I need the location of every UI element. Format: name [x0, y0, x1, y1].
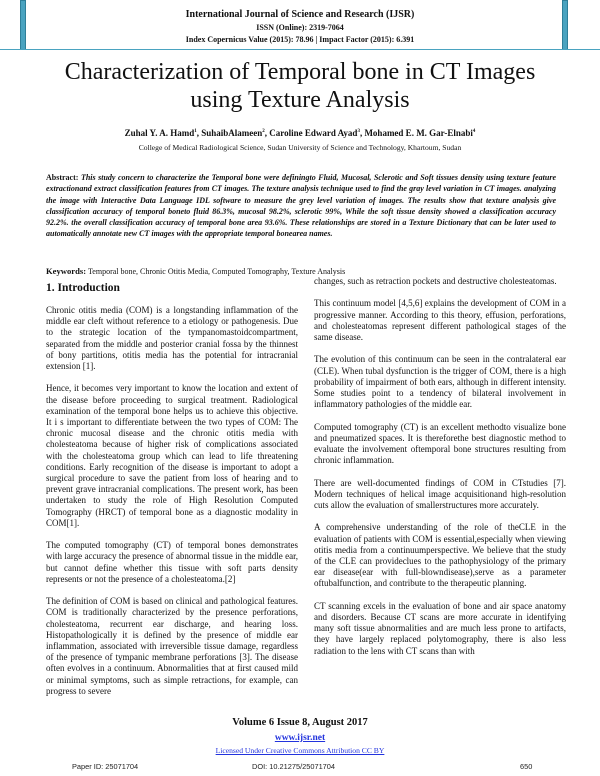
abstract-label: Abstract: [46, 173, 79, 182]
paragraph: CT scanning excels in the evaluation of bone and air space anatomy and disorders. Because CT scans are more accurate in identifying many soft tissue abnormalities and are much less prone to artifacts, they have largely replaced polytomography, there is also less radiation to the lens with CT scans than with [314, 600, 566, 656]
author-list: Zuhal Y. A. Hamd$^1$, SuhaibAlameen$^2$, Caroline Edward Ayad$^3$, Mohamed E. M. Gar-Elnabi$^4$ [124, 128, 476, 138]
author-sup: 2 [262, 129, 265, 134]
author: Mohamed E. M. Gar-Elnabi [364, 128, 473, 138]
section-heading: 1. Introduction [46, 282, 120, 294]
author-sup: 1 [194, 129, 197, 134]
author: Caroline Edward Ayad [269, 128, 358, 138]
author-sup: 4 [472, 129, 476, 134]
author: SuhaibAlameen [201, 128, 263, 138]
abstract [46, 172, 556, 240]
abstract-text: This study concern to characterize the Temporal bone were definingto Fluid, Mucosal, Sclerotic and Soft tissues density using texture feature extractionand extract classification features from CT images. The texture analysis technique used to find the gray level variation in CT images. analyzing the image with Interactive Data Language IDL software to measure the grey level variation of images. The results show that texture analysis give classification accuracy of temporal boneto fluid 86.3%, mucosal 98.2%, sclerotic 99%, While the soft tissue density showed a classification accuracy 92.2%. the overall classification accuracy of temporal bone area 93.6%. These relationships are stored in a Texture Dictionary that can be later used to automatically annotate new CT images with the appropriate temporal bonearea names. [46, 173, 556, 239]
right-column [314, 276, 566, 668]
license [0, 746, 600, 755]
paragraph: Chronic otitis media (COM) is a longstanding inflammation of the middle ear cleft without reference to a etiology or pathogenesis. Due to the strategic location of the tympanomastoidcompartment, separated from the middle and posterior cranial fossa by the thinnest of bony partitions, otitis media has the potential for intracranial extension [1]. [46, 305, 298, 372]
paragraph: Hence, it becomes very important to know the location and extent of the disease before proceeding to surgical treatment. Radiological examination of the temporal bone helps us to achieve this objective. It i s important to differentiate between the two types of COM: The chronic mucosal disease and the chronic otitis media with cholesteatoma because of higher risk of complications associated with the cholesteatoma group which can lead to life threatening conditions. Early recognition of the disease is important to adopt a surgical procedure to save the patient from loss of hearing and to prevent grave intracranial complications. The present work, has been undertaken to study the role of High Resolution Computed Tomography (HRCT) of temporal bone as a diagnostic modality in COM[1]. [46, 383, 298, 528]
keywords [46, 266, 556, 276]
paragraph: Computed tomography (CT) is an excellent methodto visualize bone and pneumatized spaces. It is thereforethe best diagnostic method to evaluate the involvement oftemporal bone structures resulting from chronic inflammation. [314, 421, 566, 466]
journal-issn: ISSN (Online): 2319-7064 [256, 23, 344, 32]
website-link[interactable]: www.ijsr.net [274, 733, 326, 743]
paragraph: changes, such as retraction pockets and destructive cholesteatomas. [314, 276, 557, 286]
paper-id: Paper ID: 25071704 [72, 762, 139, 771]
license-link[interactable]: Licensed Under Creative Commons Attribution CC BY [215, 746, 385, 755]
paragraph: This continuum model [4,5,6] explains the development of COM in a progressive manner. According to this theory, effusion, perforations, and cholesteatomas represent different pathological stages of the same disease. [314, 298, 566, 342]
journal-index: Index Copernicus Value (2015): 78.96 | Impact Factor (2015): 6.391 [185, 35, 415, 44]
title-line-2: using Texture Analysis [190, 87, 410, 113]
header-divider [0, 49, 600, 50]
volume-issue: Volume 6 Issue 8, August 2017 [232, 717, 368, 728]
journal-name: International Journal of Science and Research (IJSR) [185, 9, 415, 20]
keywords-text: Temporal bone, Chronic Otitis Media, Computed Tomography, Texture Analysis [87, 267, 346, 276]
paragraph: There are well-documented findings of COM in CTstudies [7]. Modern techniques of helical image acquisitionand high-resolution cuts allow the evaluation of smallerstructures more accurately. [314, 477, 566, 510]
keywords-label: Keywords: [46, 266, 87, 276]
title-line-1: Characterization of Temporal bone in CT Images [64, 59, 536, 85]
author-sup: 3 [357, 129, 360, 134]
author: Zuhal Y. A. Hamd [124, 128, 195, 138]
doi: DOI: 10.21275/25071704 [252, 762, 336, 771]
website [0, 733, 600, 743]
page-number: 650 [520, 762, 533, 771]
paragraph: The computed tomography (CT) of temporal bones demonstrates with large accuracy the presence of abnormal tissue in the middle ear, but cannot define whether this tissue with soft parts density represents or not the presence of a cholesteatoma.[2] [46, 540, 298, 584]
paragraph: A comprehensive understanding of the role of theCLE in the evaluation of patients with COM is essential,especially when viewing otitis media from a continuumperspective. We believe that the study of the CLE can provideclues to the pathophysiology of the primary ear disease(ear with full-blowndisease),serve as a parameter oftubalfunction, and contribute to the therapeutic planning. [314, 522, 566, 589]
paragraph: The definition of COM is based on clinical and pathological features. COM is traditionally characterized by the presence perforations, cholesteatoma, recurrent ear discharge, and hearing loss. Histopathologically it is defined by the presence of middle ear inflammation, associated with irreversible tissue damage, regardless of the presence of tympanic membrane perforations [3]. The disease often evolves in a continuum. Abnormalities that at first caused mild or minimal symptoms, such as simple retractions, for example, can progress to severe [46, 596, 298, 696]
paper-title [0, 58, 600, 114]
left-column [46, 281, 298, 708]
affiliation: College of Medical Radiological Science, Sudan University of Science and Technology, Khartoum, Sudan [138, 143, 462, 152]
paragraph: The evolution of this continuum can be seen in the contralateral ear (CLE). When tubal dysfunction is the trigger of COM, there is a high probability of impairment of both ears, although in different intensity. Some studies point to a tendency of bilateral involvement in inflammatory pathologies of the middle ear. [314, 354, 566, 410]
